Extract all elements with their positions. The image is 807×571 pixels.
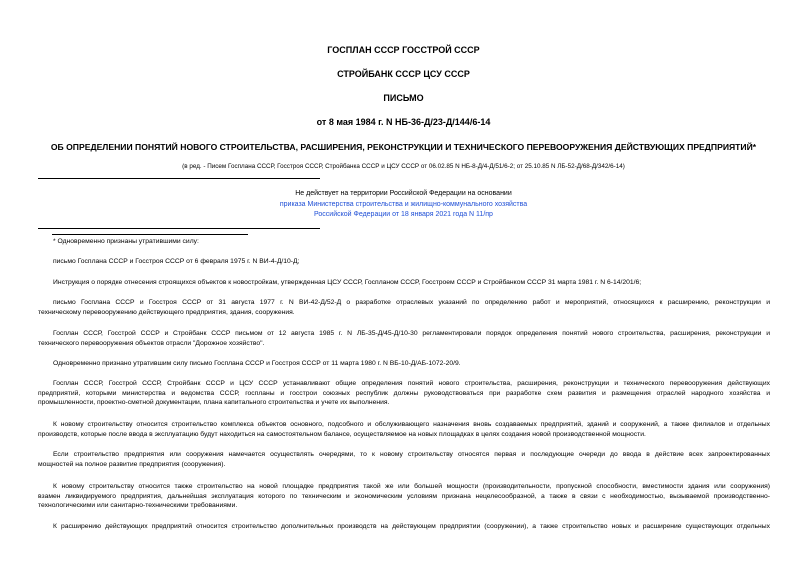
issuer-line-1: ГОСПЛАН СССР ГОССТРОЙ СССР (327, 45, 480, 55)
paragraph-line: Госплан СССР, Госстрой СССР и Стройбанк СССР письмом от 12 августа 1985 г. N ЛБ-35-Д/45-Д/10-30 регламентировали порядок определения понятий нового строительства, расширения, реконструкции и (53, 330, 770, 337)
paragraph (38, 522, 770, 532)
footnote-text: * Одновременно признаны утратившими силу: (53, 238, 199, 245)
paragraph-line: технического перевооружения объектов отрасли "Дорожное хозяйство". (38, 339, 265, 347)
paragraph-line: техническому перевооружению действующего предприятия, здания, сооружения. (38, 308, 295, 316)
paragraph-line: К новому строительству относится также строительство на новой площадке предприятия такой же или большей мощности (производительности, пропускной способности, вместимости здания или сооружения) (53, 483, 770, 490)
paragraph-text: Одновременно признано утратившим силу письмо Госплана СССР и Госстроя СССР от 11 марта 1980 г. N ВБ-10-Д/АБ-1072-20/9. (53, 360, 461, 367)
document-date-number: от 8 мая 1984 г. N НБ-36-Д/23-Д/144/6-14 (316, 117, 491, 127)
paragraph-line: производств, которые после ввода в эксплуатацию будут находиться на самостоятельном балансе, осуществляемое на новых площадках в целях создания новой производственной мощности. (38, 430, 646, 438)
paragraph-text: Инструкция о порядке отнесения строящихся объектов к новостройкам, утвержденная ЦСУ СССР, Госпланом СССР, Госстроем СССР и Стройбанком СССР 31 марта 1981 г. N 6-14/201/6; (53, 279, 642, 286)
separator-line (38, 178, 320, 179)
paragraph (38, 329, 770, 348)
paragraph (38, 420, 770, 439)
validity-text: Не действует на территории Российской Федерации на основании (295, 190, 512, 197)
paragraph-line: письмо Госплана СССР и Госстроя СССР от 31 августа 1977 г. N ВИ-42-Д/52-Д о разработке отраслевых указаний по определению работ и мероприятий, относящихся к расширению, реконструкции и (53, 299, 770, 306)
edition-note: (в ред. - Писем Госплана СССР, Госстроя СССР, Стройбанка СССР и ЦСУ СССР от 06.02.85 N НБ-8-Д/4-Д/51/6-2; от 25.10.85 N ЛБ-52-Д/68-Д/342/6-14) (182, 163, 625, 170)
paragraph-line: технологическими или санитарно-техническими требованиями. (38, 502, 238, 510)
separator-line (38, 228, 320, 229)
validity-link-1[interactable]: приказа Министерства строительства и жилищно-коммунального хозяйства (279, 200, 528, 208)
paragraph (38, 450, 770, 469)
paragraph-line: предприятий, которыми министерства и ведомства СССР, госпланы и госстрои союзных республик должны руководствоваться при разработке схем развития и размещения отраслей народного хозяйства и (38, 389, 770, 397)
document-type: ПИСЬМО (383, 93, 424, 103)
paragraph-line: взамен ликвидируемого предприятия, дальнейшая эксплуатация которого по техническим и экономическим условиям признана нецелесообразной, а также в связи с необходимостью, вызываемой производственно- (38, 492, 770, 500)
footnote-separator (52, 234, 248, 235)
paragraph (38, 257, 770, 267)
issuer-line-2: СТРОЙБАНК СССР ЦСУ СССР (337, 69, 470, 79)
paragraph (38, 482, 770, 511)
paragraph-line: промышленности, проектно-сметной документации, плана капитального строительства и учете их выполнения. (38, 399, 390, 407)
document-title: ОБ ОПРЕДЕЛЕНИИ ПОНЯТИЙ НОВОГО СТРОИТЕЛЬСТВА, РАСШИРЕНИЯ, РЕКОНСТРУКЦИИ И ТЕХНИЧЕСКОГО ПЕРЕВООРУЖЕНИЯ ДЕЙСТВУЮЩИХ ПРЕДПРИЯТИЙ* (50, 142, 757, 152)
paragraph (38, 237, 770, 247)
paragraph-line: Если строительство предприятия или сооружения намечается осуществлять очередями, то к новому строительству относятся первая и последующие очереди до ввода в действие всех запроектированных (53, 451, 770, 458)
paragraph (38, 379, 770, 408)
paragraph-line: Госплан СССР, Госстрой СССР, Стройбанк СССР и ЦСУ СССР устанавливают общие определения понятий нового строительства, расширения, реконструкции и технического перевооружения действующих (53, 380, 770, 387)
paragraph-text: письмо Госплана СССР и Госстроя СССР от 6 февраля 1975 г. N ВИ-4-Д/10-Д; (53, 258, 300, 265)
paragraph (38, 278, 770, 288)
validity-link-2[interactable]: Российской Федерации от 18 января 2021 года N 11/пр (314, 211, 493, 218)
paragraph-line: К новому строительству относится строительство комплекса объектов основного, подсобного и обслуживающего назначения вновь создаваемых предприятий, зданий и сооружений, а также филиалов и отдельных (53, 421, 770, 428)
paragraph (38, 359, 770, 369)
paragraph-line: К расширению действующих предприятий относится строительство дополнительных производств на действующем предприятии (сооружении), а также строительство новых и расширение существующих отдельных (53, 523, 770, 530)
paragraph-line: мощностей на полное развитие предприятия (сооружения). (38, 460, 226, 468)
validity-notice (0, 189, 807, 221)
paragraph (38, 298, 770, 317)
